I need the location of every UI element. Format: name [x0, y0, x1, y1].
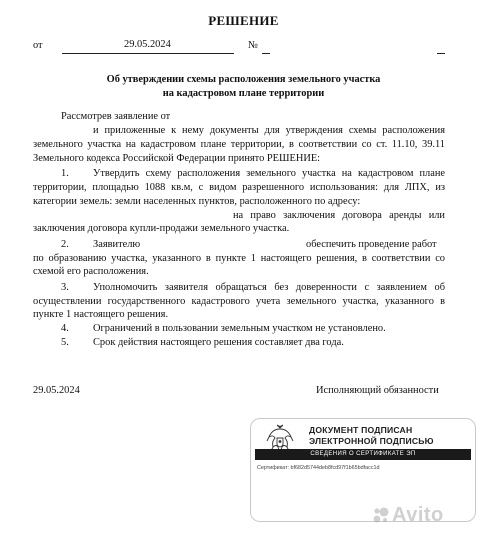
signature-role: Исполняющий обязанности — [316, 385, 439, 396]
intro-line-1: Рассмотрев заявление от — [61, 111, 171, 122]
intro-line-2: и приложенные к нему документы для утверждения схемы расположения — [93, 125, 445, 136]
number-label: № — [248, 40, 258, 51]
item-4-number: 4. — [61, 323, 69, 334]
avito-logo-icon — [372, 506, 390, 524]
item-1-line-5: заключения договора купли-продажи земельного участка. — [33, 223, 290, 234]
signature-date: 29.05.2024 — [33, 385, 80, 396]
document-title: РЕШЕНИЕ — [208, 13, 279, 28]
number-underline-short — [262, 53, 270, 54]
heading-line-2: на кадастровом плане территории — [162, 88, 325, 99]
item-3-line-1: Уполномочить заявителя обращаться без доверенности с заявлением об — [93, 282, 445, 293]
document-date: 29.05.2024 — [124, 39, 171, 50]
item-2-line-1a: Заявителю — [93, 239, 141, 250]
item-1-line-3: категории земель: земли населенных пунктов, расположенного по адресу: — [33, 196, 361, 207]
item-1-line-1: Утвердить схему расположения земельного участка на кадастровом плане — [93, 168, 445, 179]
heading-line-1: Об утверждении схемы расположения земельного участка — [106, 74, 381, 85]
date-underline — [62, 53, 234, 54]
intro-line-3: земельного участка на кадастровом плане территории, в соответствии со ст. 11.10, 39.11 — [33, 139, 445, 150]
stamp-certificate-number: Сертификат: bf682d5744deb8fcd97f1b65bdfacc1d — [257, 465, 380, 471]
item-3-line-3: пункте 1 настоящего решения. — [33, 309, 169, 320]
item-5-number: 5. — [61, 337, 69, 348]
stamp-title-line-1: ДОКУМЕНТ ПОДПИСАН — [309, 425, 413, 435]
number-underline-end — [437, 53, 445, 54]
from-label: от — [33, 40, 43, 51]
item-2-number: 2. — [61, 239, 69, 250]
stamp-title-line-2: ЭЛЕКТРОННОЙ ПОДПИСЬЮ — [309, 436, 434, 446]
item-1-line-4: на право заключения договора аренды или — [233, 210, 445, 221]
item-2-line-1b: обеспечить проведение работ — [306, 239, 437, 250]
item-3-line-2: осуществлении государственного кадастрового учета земельного участка, указанного в — [33, 296, 445, 307]
item-5-line-1: Срок действия настоящего решения составляет два года. — [93, 337, 344, 348]
item-2-line-2: по образованию участка, указанного в пункте 1 настоящего решения, в соответствии со — [33, 253, 445, 264]
intro-line-4: Земельного кодекса Российской Федерации принято РЕШЕНИЕ: — [33, 153, 321, 164]
avito-watermark: Avito — [392, 504, 444, 526]
stamp-certificate-header: СВЕДЕНИЯ О СЕРТИФИКАТЕ ЭП — [255, 449, 471, 460]
item-2-line-3: схемой его расположения. — [33, 266, 149, 277]
item-4-line-1: Ограничений в пользовании земельным участком не установлено. — [93, 323, 386, 334]
item-1-line-2: территории, площадью 1088 кв.м, с видом разрешенного использования: для ЛПХ, из — [33, 182, 445, 193]
item-3-number: 3. — [61, 282, 69, 293]
item-1-number: 1. — [61, 168, 69, 179]
